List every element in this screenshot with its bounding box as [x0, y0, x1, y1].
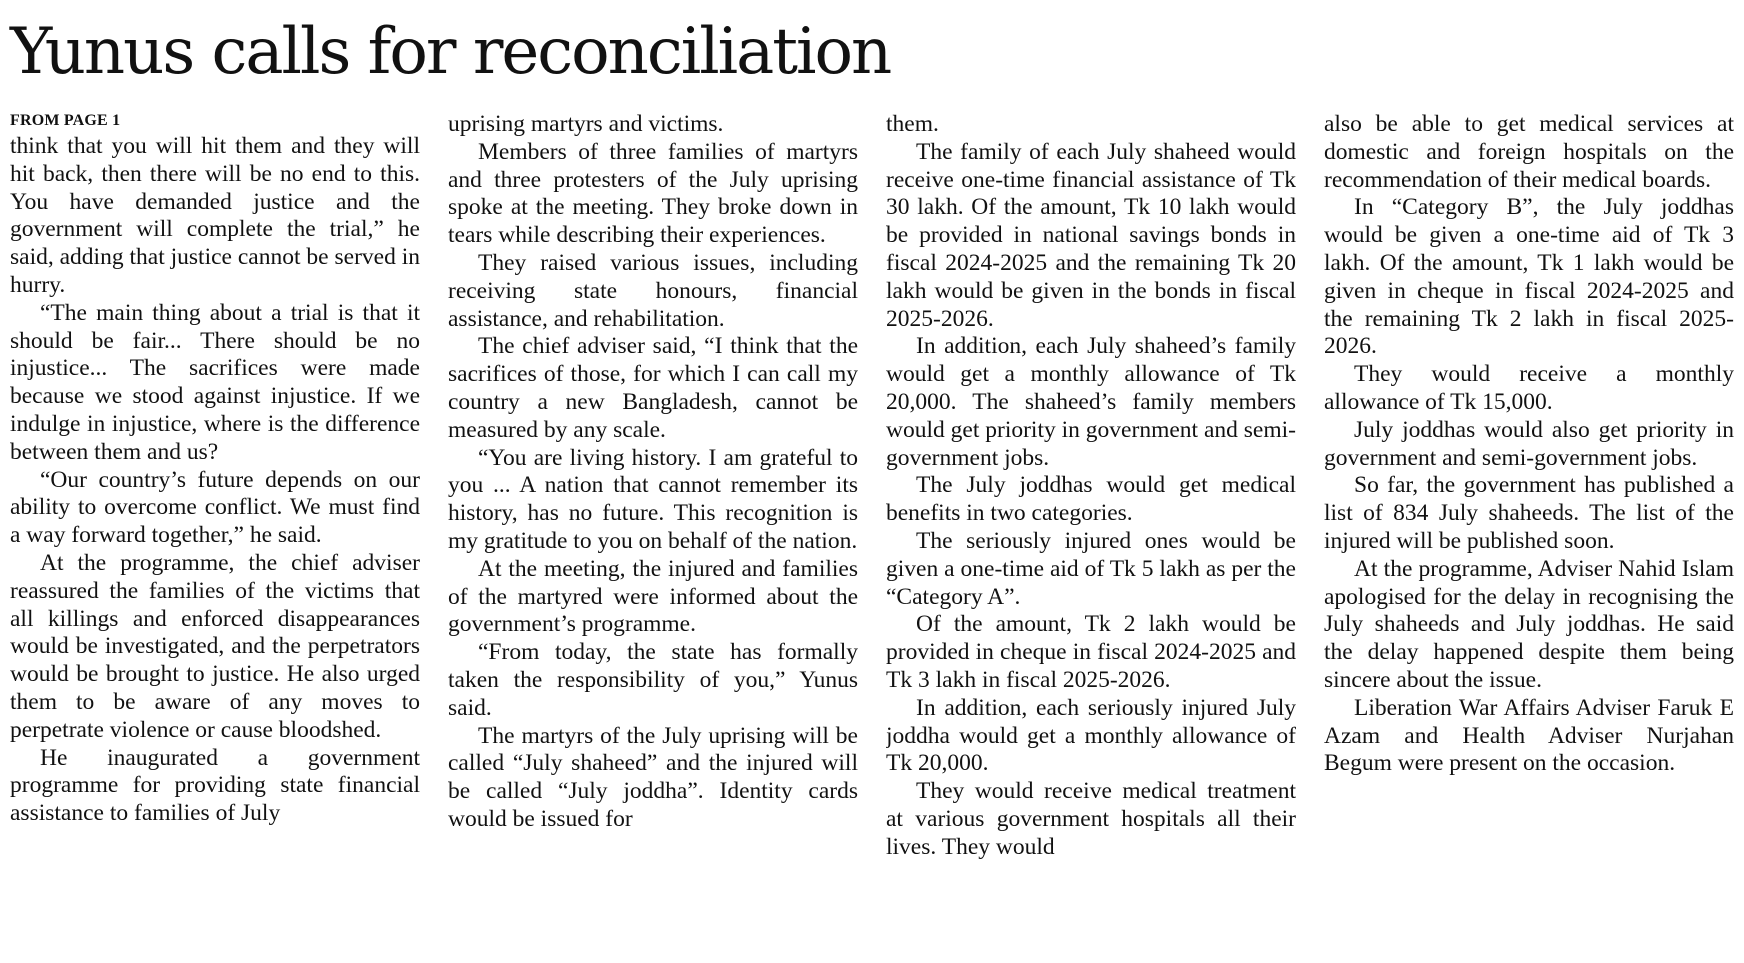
paragraph: In “Category B”, the July joddhas would be given a one-time aid of Tk 3 lakh. Of the amount, Tk 1 lakh would be given in cheque in fiscal 2024-2025 and the remaining Tk 2 lakh in fiscal 2025-2026.	[1324, 194, 1734, 360]
paragraph: “The main thing about a trial is that it should be fair... There should be no injustice... The sacrifices were made because we stood against injustice. If we indulge in injustice, where is the difference between them and us?	[10, 299, 420, 465]
paragraph: also be able to get medical services at domestic and foreign hospitals on the recommendation of their medical boards.	[1324, 111, 1734, 193]
paragraph: uprising martyrs and victims.	[448, 111, 724, 137]
paragraph: At the meeting, the injured and families of the martyred were informed about the government’s programme.	[448, 555, 858, 638]
paragraph: They raised various issues, including receiving state honours, financial assistance, and rehabilitation.	[448, 249, 858, 332]
paragraph: He inaugurated a government programme for providing state financial assistance to families of July	[10, 744, 420, 827]
paragraph: At the programme, Adviser Nahid Islam apologised for the delay in recognising the July shaheeds and July joddhas. He said the delay happened despite them being sincere about the issue.	[1324, 555, 1734, 693]
paragraph: The seriously injured ones would be given a one-time aid of Tk 5 lakh as per the “Category A”.	[886, 527, 1296, 610]
jump-label: FROM PAGE 1	[10, 112, 121, 129]
paragraph: Liberation War Affairs Adviser Faruk E Azam and Health Adviser Nurjahan Begum were present on the occasion.	[1324, 694, 1734, 777]
paragraph: The family of each July shaheed would receive one-time financial assistance of Tk 30 lakh. Of the amount, Tk 10 lakh would be provided in national savings bonds in fiscal 2024-2025 and the remaining Tk 20 lakh would be given in the bonds in fiscal 2025-2026.	[886, 138, 1296, 332]
paragraph: “You are living history. I am grateful to you ... A nation that cannot remember its history, has no future. This recognition is my gratitude to you on behalf of the nation.	[448, 444, 858, 554]
paragraph: At the programme, the chief adviser reassured the families of the victims that all killings and enforced disappearances would be investigated, and the perpetrators would be brought to justice. He also urged them to be aware of any moves to perpetrate violence or cause bloodshed.	[10, 549, 420, 743]
paragraph: So far, the government has published a list of 834 July shaheeds. The list of the injured will be published soon.	[1324, 472, 1734, 554]
article-column-3	[886, 111, 1296, 957]
paragraph: Members of three families of martyrs and three protesters of the July uprising spoke at the meeting. They broke down in tears while describing their experiences.	[448, 138, 858, 249]
paragraph: The July joddhas would get medical benefits in two categories.	[886, 472, 1296, 527]
paragraph: “Our country’s future depends on our ability to overcome conflict. We must find a way forward together,” he said.	[10, 466, 420, 549]
paragraph: July joddhas would also get priority in government and semi-government jobs.	[1324, 416, 1734, 471]
paragraph: They would receive a monthly allowance of Tk 15,000.	[1324, 361, 1734, 415]
paragraph: They would receive medical treatment at various government hospitals all their lives. They would	[886, 778, 1296, 860]
paragraph: Of the amount, Tk 2 lakh would be provided in cheque in fiscal 2024-2025 and Tk 3 lakh in fiscal 2025-2026.	[886, 611, 1296, 693]
paragraph: The martyrs of the July uprising will be called “July shaheed” and the injured will be called “July joddha”. Identity cards would be issued for	[448, 722, 858, 832]
paragraph: them.	[886, 111, 939, 137]
paragraph: think that you will hit them and they will hit back, then there will be no end to this. You have demanded justice and the government will complete the trial,” he said, adding that justice cannot be served in hurry.	[10, 133, 420, 298]
paragraph: The chief adviser said, “I think that the sacrifices of those, for which I can call my country a new Bangladesh, cannot be measured by any scale.	[448, 333, 858, 443]
article-column-2	[448, 111, 858, 957]
paragraph: In addition, each July shaheed’s family would get a monthly allowance of Tk 20,000. The shaheed’s family members would get priority in government and semi-government jobs.	[886, 333, 1296, 471]
article-column-4	[1324, 111, 1734, 957]
headline: Yunus calls for reconciliation	[10, 15, 891, 89]
article-column-1	[10, 111, 420, 957]
paragraph: “From today, the state has formally taken the responsibility of you,” Yunus said.	[448, 639, 858, 721]
paragraph: In addition, each seriously injured July joddha would get a monthly allowance of Tk 20,000.	[886, 694, 1296, 777]
